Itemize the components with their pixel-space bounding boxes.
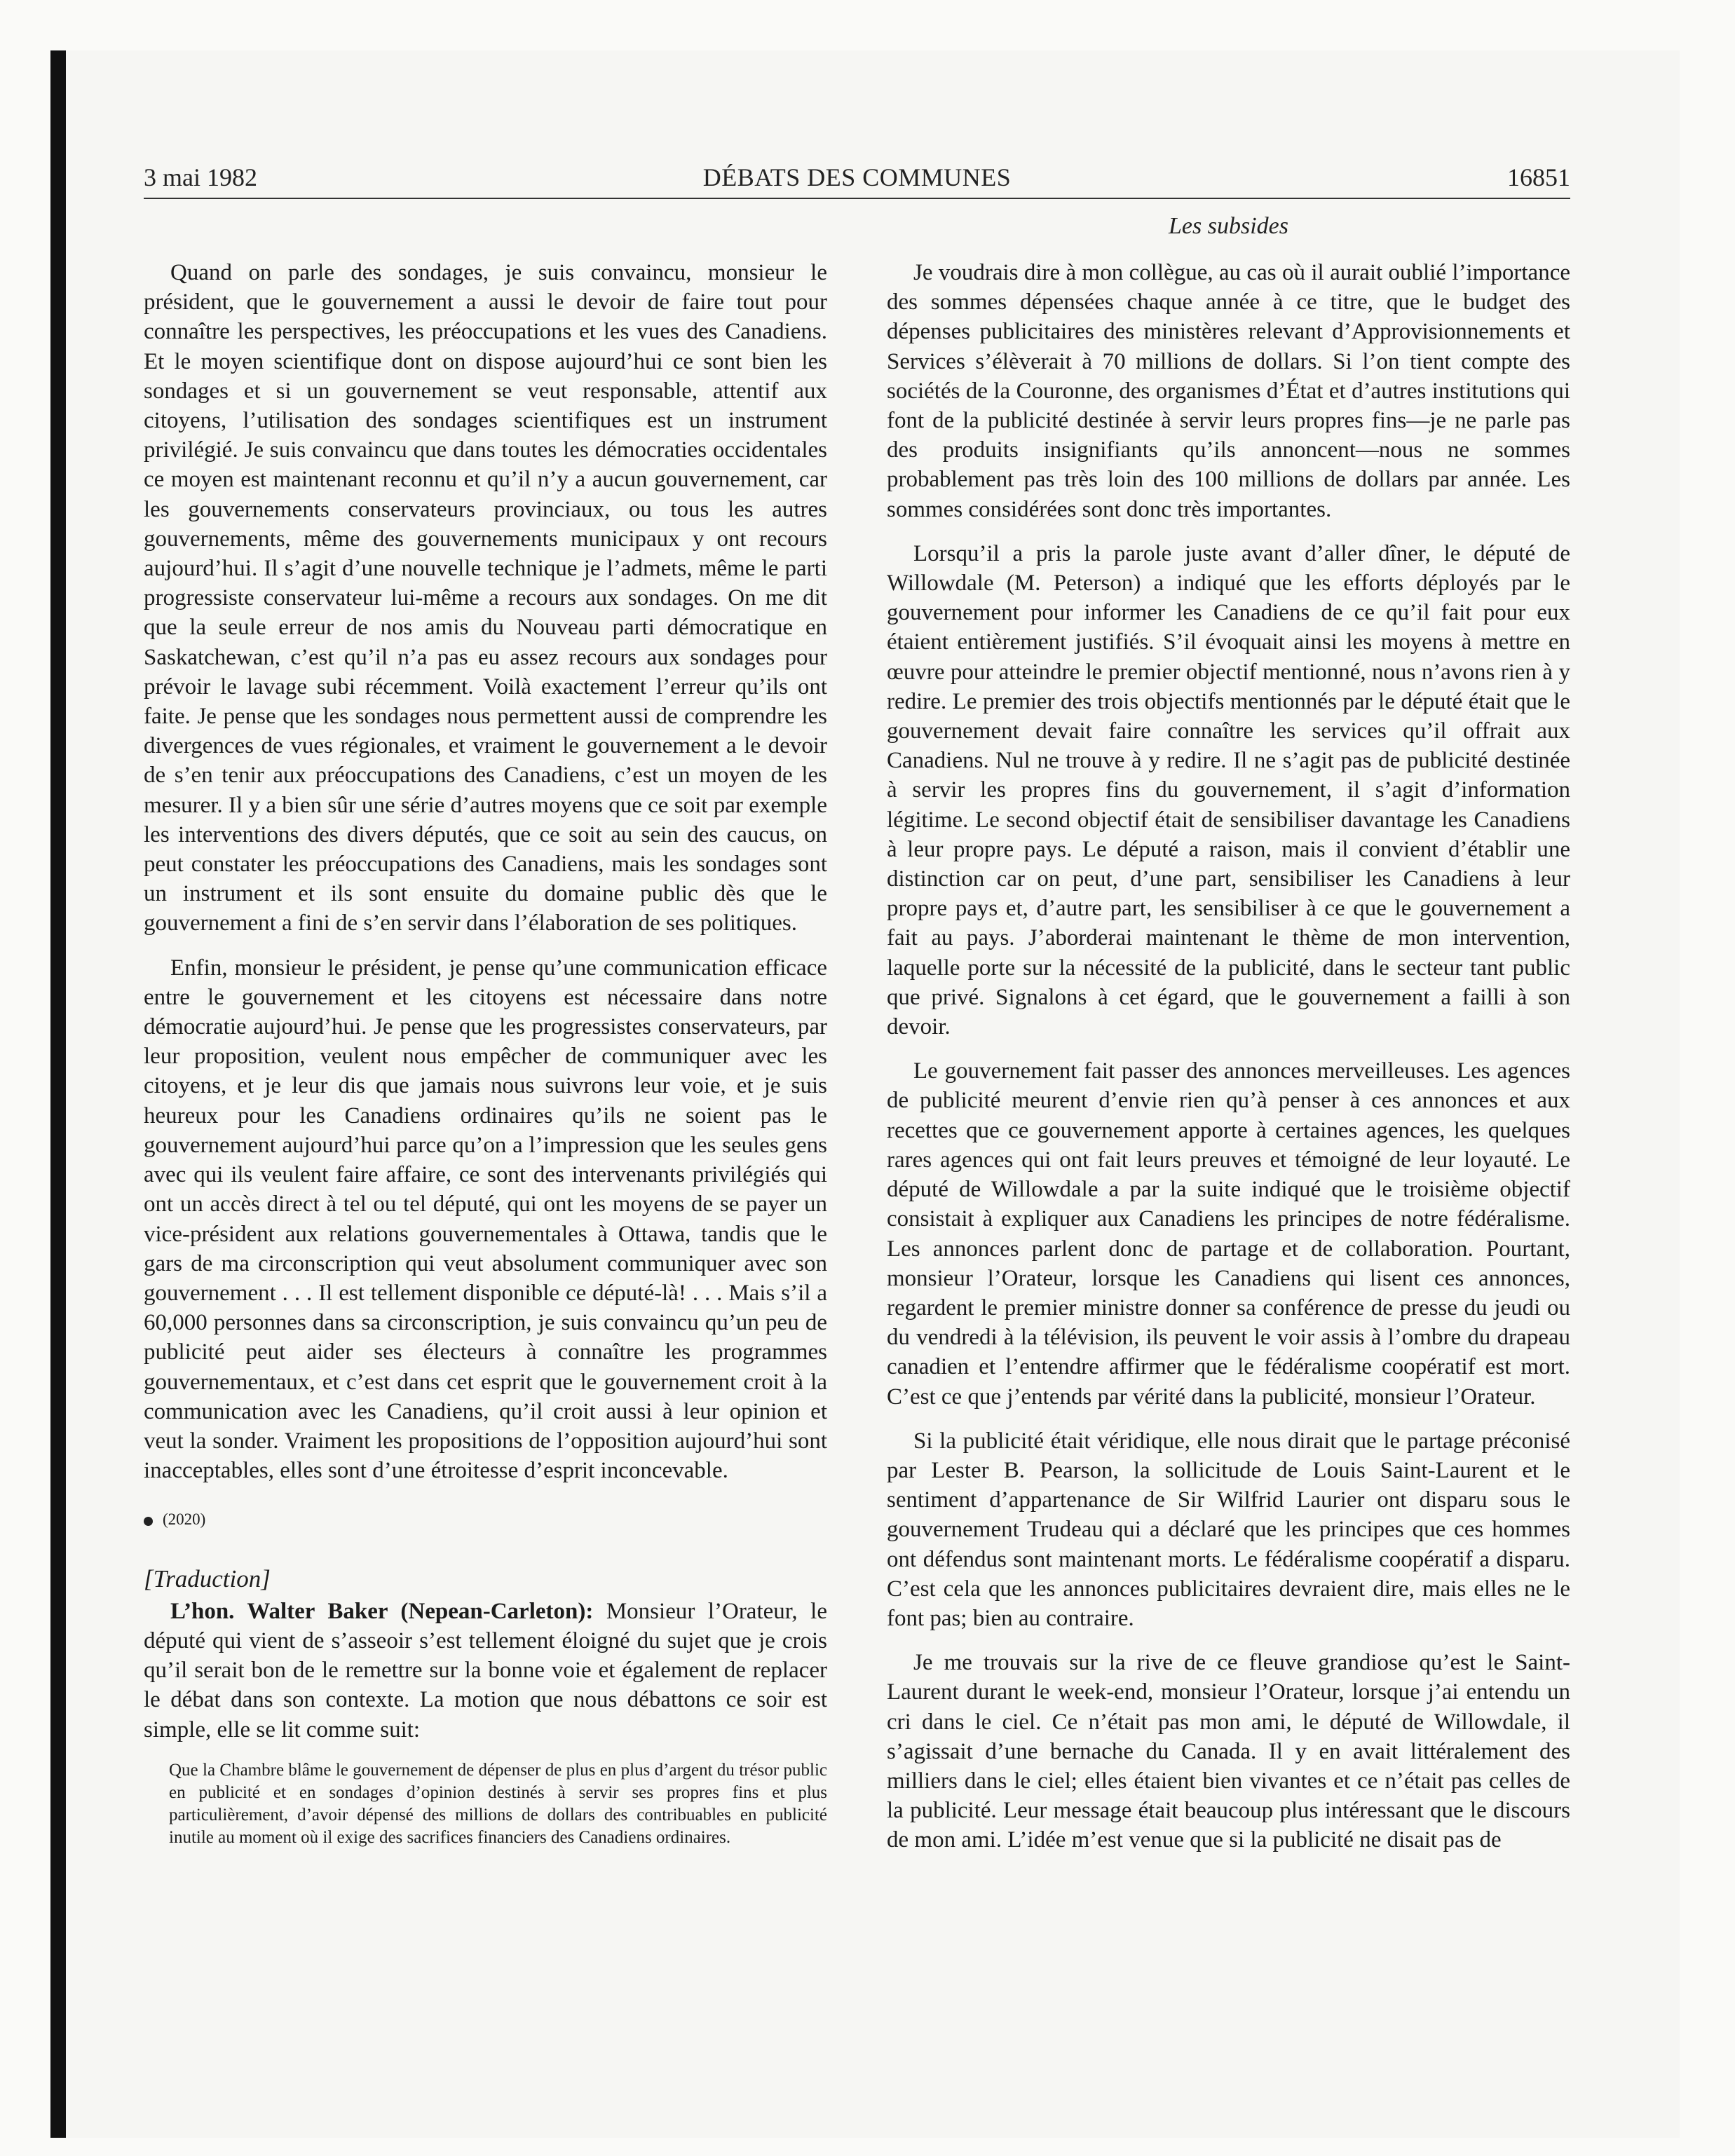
header-rule [144,198,1570,199]
speaker-name: L’hon. Walter Baker (Nepean-Carleton): [170,1598,594,1624]
paragraph: Enfin, monsieur le président, je pense qu’une communication efficace entre le gouvernement et les citoyens est nécessaire dans notre démocratie aujourd’hui. Je pense que les progressistes conservateurs, par leur proposition, veulent nous empêcher de communiquer avec les citoyens, et je leur dis que jamais nous suivrons leur voie, et je suis heureux pour les Canadiens ordinaires qu’ils ne soient pas le gouvernement aujourd’hui parce qu’on a l’impression que les seules gens avec qui ils veulent faire affaire, ce sont des intervenants privilégiés qui ont un accès direct à tel ou tel député, qui ont les moyens de se payer un vice-président aux relations gouvernementales à Ottawa, tandis que le gars de ma circonscription qui veut absolument communiquer avec son gouvernement . . . Il est tellement disponible ce député-là! . . . Mais s’il a 60,000 personnes dans sa circonscription, je suis convaincu qu’un peu de publicité peut aider ses électeurs à connaître les programmes gouvernementaux, et c’est dans cet esprit que le gouvernement croit à la communication avec les Canadiens, qu’il croit aussi à leur opinion et veut la sonder. Vraiment les propositions de l’opposition aujourd’hui sont inacceptables, elles sont d’une étroitesse d’esprit inconcevable. [144,955,827,1484]
speech-paragraph [144,1597,827,1745]
paragraph: Je me trouvais sur la rive de ce fleuve grandiose qu’est le Saint-Laurent durant le week-end, monsieur l’Orateur, lorsque j’ai entendu un cri dans le ciel. Ce n’était pas mon ami, le député de Willowdale, il s’agissait d’une bernache du Canada. Il y en avait littéralement des milliers dans le ciel; elles étaient bien vivantes et ce n’était pas celles de la publicité. Leur message était beaucoup plus intéressant que le discours de mon ami. L’idée m’est venue que si la publicité ne disait pas de [887,1650,1570,1853]
translation-label: [Traduction] [144,1564,271,1592]
running-head [144,163,1570,198]
paragraph: Je voudrais dire à mon collègue, au cas où il aurait oublié l’importance des sommes dépensées chaque année à ce titre, que le budget des dépenses publicitaires des ministères relevant d’Approvisionnements et Services s’élèverait à 70 millions de dollars. Si l’on tient compte des sociétés de la Couronne, des organismes d’État et d’autres institutions qui font de la publicité destinée à servir leurs propres fins—je ne parle pas des produits insignifiants qu’ils annoncent—nous ne sommes probablement pas très loin des 100 millions de dollars par année. Les sommes considérées sont donc très importantes. [887,260,1570,522]
timestamp-marker [144,1505,827,1534]
right-column [887,258,1570,1870]
binding-edge [50,50,66,2138]
section-title: Les subsides [1169,213,1288,239]
paragraph: Le gouvernement fait passer des annonces merveilleuses. Les agences de publicité meurent d’envie rien qu’à penser à ces annonces et aux recettes que ce gouvernement apporte à certaines agences, les quelques rares agences qui ont fait leurs preuves et témoigné de leur loyauté. Le député de Willowdale a par la suite indiqué que le troisième objectif consistait à expliquer aux Canadiens les principes de notre fédéralisme. Les annonces parlent donc de partage et de collaboration. Pourtant, monsieur l’Orateur, lorsque les Canadiens qui lisent ces annonces, regardent le premier ministre donner sa conférence de presse du jeudi ou du vendredi à la télévision, ils peuvent le voir assis à l’ombre du drapeau canadien et l’entendre affirmer que le fédéralisme coopératif est mort. C’est ce que j’entends par vérité dans la publicité, monsieur l’Orateur. [887,1058,1570,1410]
left-column [144,258,827,1849]
paragraph: Quand on parle des sondages, je suis convaincu, monsieur le président, que le gouvernement a aussi le devoir de faire tout pour connaître les perspectives, les préoccupations et les vues des Canadiens. Et le moyen scientifique dont on dispose aujourd’hui ce sont bien les sondages et si un gouvernement se veut responsable, attentif aux citoyens, l’utilisation des sondages scientifiques est un instrument privilégié. Je suis convaincu que dans toutes les démocraties occidentales ce moyen est maintenant reconnu et qu’il n’y a aucun gouvernement, car les gouvernements conservateurs provinciaux, ou tous les autres gouvernements, même des gouvernements municipaux y ont recours aujourd’hui. Il s’agit d’une nouvelle technique je l’admets, même le parti progressiste conservateur lui-même a recours aux sondages. On me dit que la seule erreur de nos amis du Nouveau parti démocratique en Saskatchewan, c’est qu’il n’a pas eu assez recours aux sondages pour prévoir le lavage subi récemment. Voilà exactement l’erreur qu’ils ont faite. Je pense que les sondages nous permettent aussi de comprendre les divergences de vues régionales, et vraiment le gouvernement a le devoir de s’en tenir aux préoccupations des Canadiens, c’est un moyen de les mesurer. Il y a bien sûr une série d’autres moyens que ce soit par exemple les interventions des divers députés, que ce soit au sein des caucus, on peut constater les préoccupations des Canadiens, mais les sondages sont un instrument et ils sont ensuite du domaine public dès que le gouvernement a fini de s’en servir dans l’élaboration de ses politiques. [144,260,827,936]
page-date: 3 mai 1982 [144,163,257,191]
paragraph: Lorsqu’il a pris la parole juste avant d’aller dîner, le député de Willowdale (M. Peterson) a indiqué que les efforts déployés par le gouvernement pour informer les Canadiens de ce qu’il fait pour eux étaient entièrement justifiés. S’il évoquait ainsi les moyens à mettre en œuvre pour atteindre le premier objectif mentionné, nous n’avons rien à y redire. Le premier des trois objectifs mentionnés par le député était que le gouvernement devait faire connaître les services qu’il offrait aux Canadiens. Nul ne trouve à y redire. Il ne s’agit pas de publicité destinée à servir les propres fins du gouvernement, il s’agit d’information légitime. Le second objectif était de sensibiliser davantage les Canadiens à leur propre pays. Le député a raison, mais il convient d’établir une distinction car on peut, d’une part, sensibiliser les Canadiens à leur propre pays et, d’autre part, les sensibiliser à ce que le gouvernement a fait au pays. J’aborderai maintenant le thème de mon intervention, laquelle porte sur la nécessité de la publicité, dans le secteur tant public que privé. Signalons à cet égard, que le gouvernement a failli à son devoir. [887,540,1570,1040]
speech-text: Monsieur l’Orateur, le député qui vient de s’asseoir s’est tellement éloigné du sujet que je crois qu’il serait bon de le remettre sur la bonne voie et également de replacer le débat dans son contexte. La motion que nous débattons ce soir est simple, elle se lit comme suit: [144,1598,827,1742]
motion-quote: Que la Chambre blâme le gouvernement de dépenser de plus en plus d’argent du trésor public en publicité et en sondages d’opinion destinés à servir ses propres fins et plus particulièrement, d’avoir dépensé des millions de dollars des contribuables en publicité inutile au moment où il exige des sacrifices financiers des Canadiens ordinaires. [169,1760,827,1847]
page-number: 16851 [1507,163,1570,191]
bullet-icon [144,1517,153,1526]
timestamp: (2020) [163,1510,206,1529]
publication-title: DÉBATS DES COMMUNES [702,163,1012,191]
paragraph: Si la publicité était véridique, elle nous dirait que le partage préconisé par Lester B. Pearson, la sollicitude de Louis Saint-Laurent et le sentiment d’appartenance de Sir Wilfrid Laurier ont disparu sous le gouvernement Trudeau qui a déclaré que les principes que ces hommes ont défendus sont maintenant morts. Le fédéralisme coopératif a disparu. C’est cela que les annonces publicitaires devraient dire, mais elles ne le font pas; bien au contraire. [887,1428,1570,1631]
